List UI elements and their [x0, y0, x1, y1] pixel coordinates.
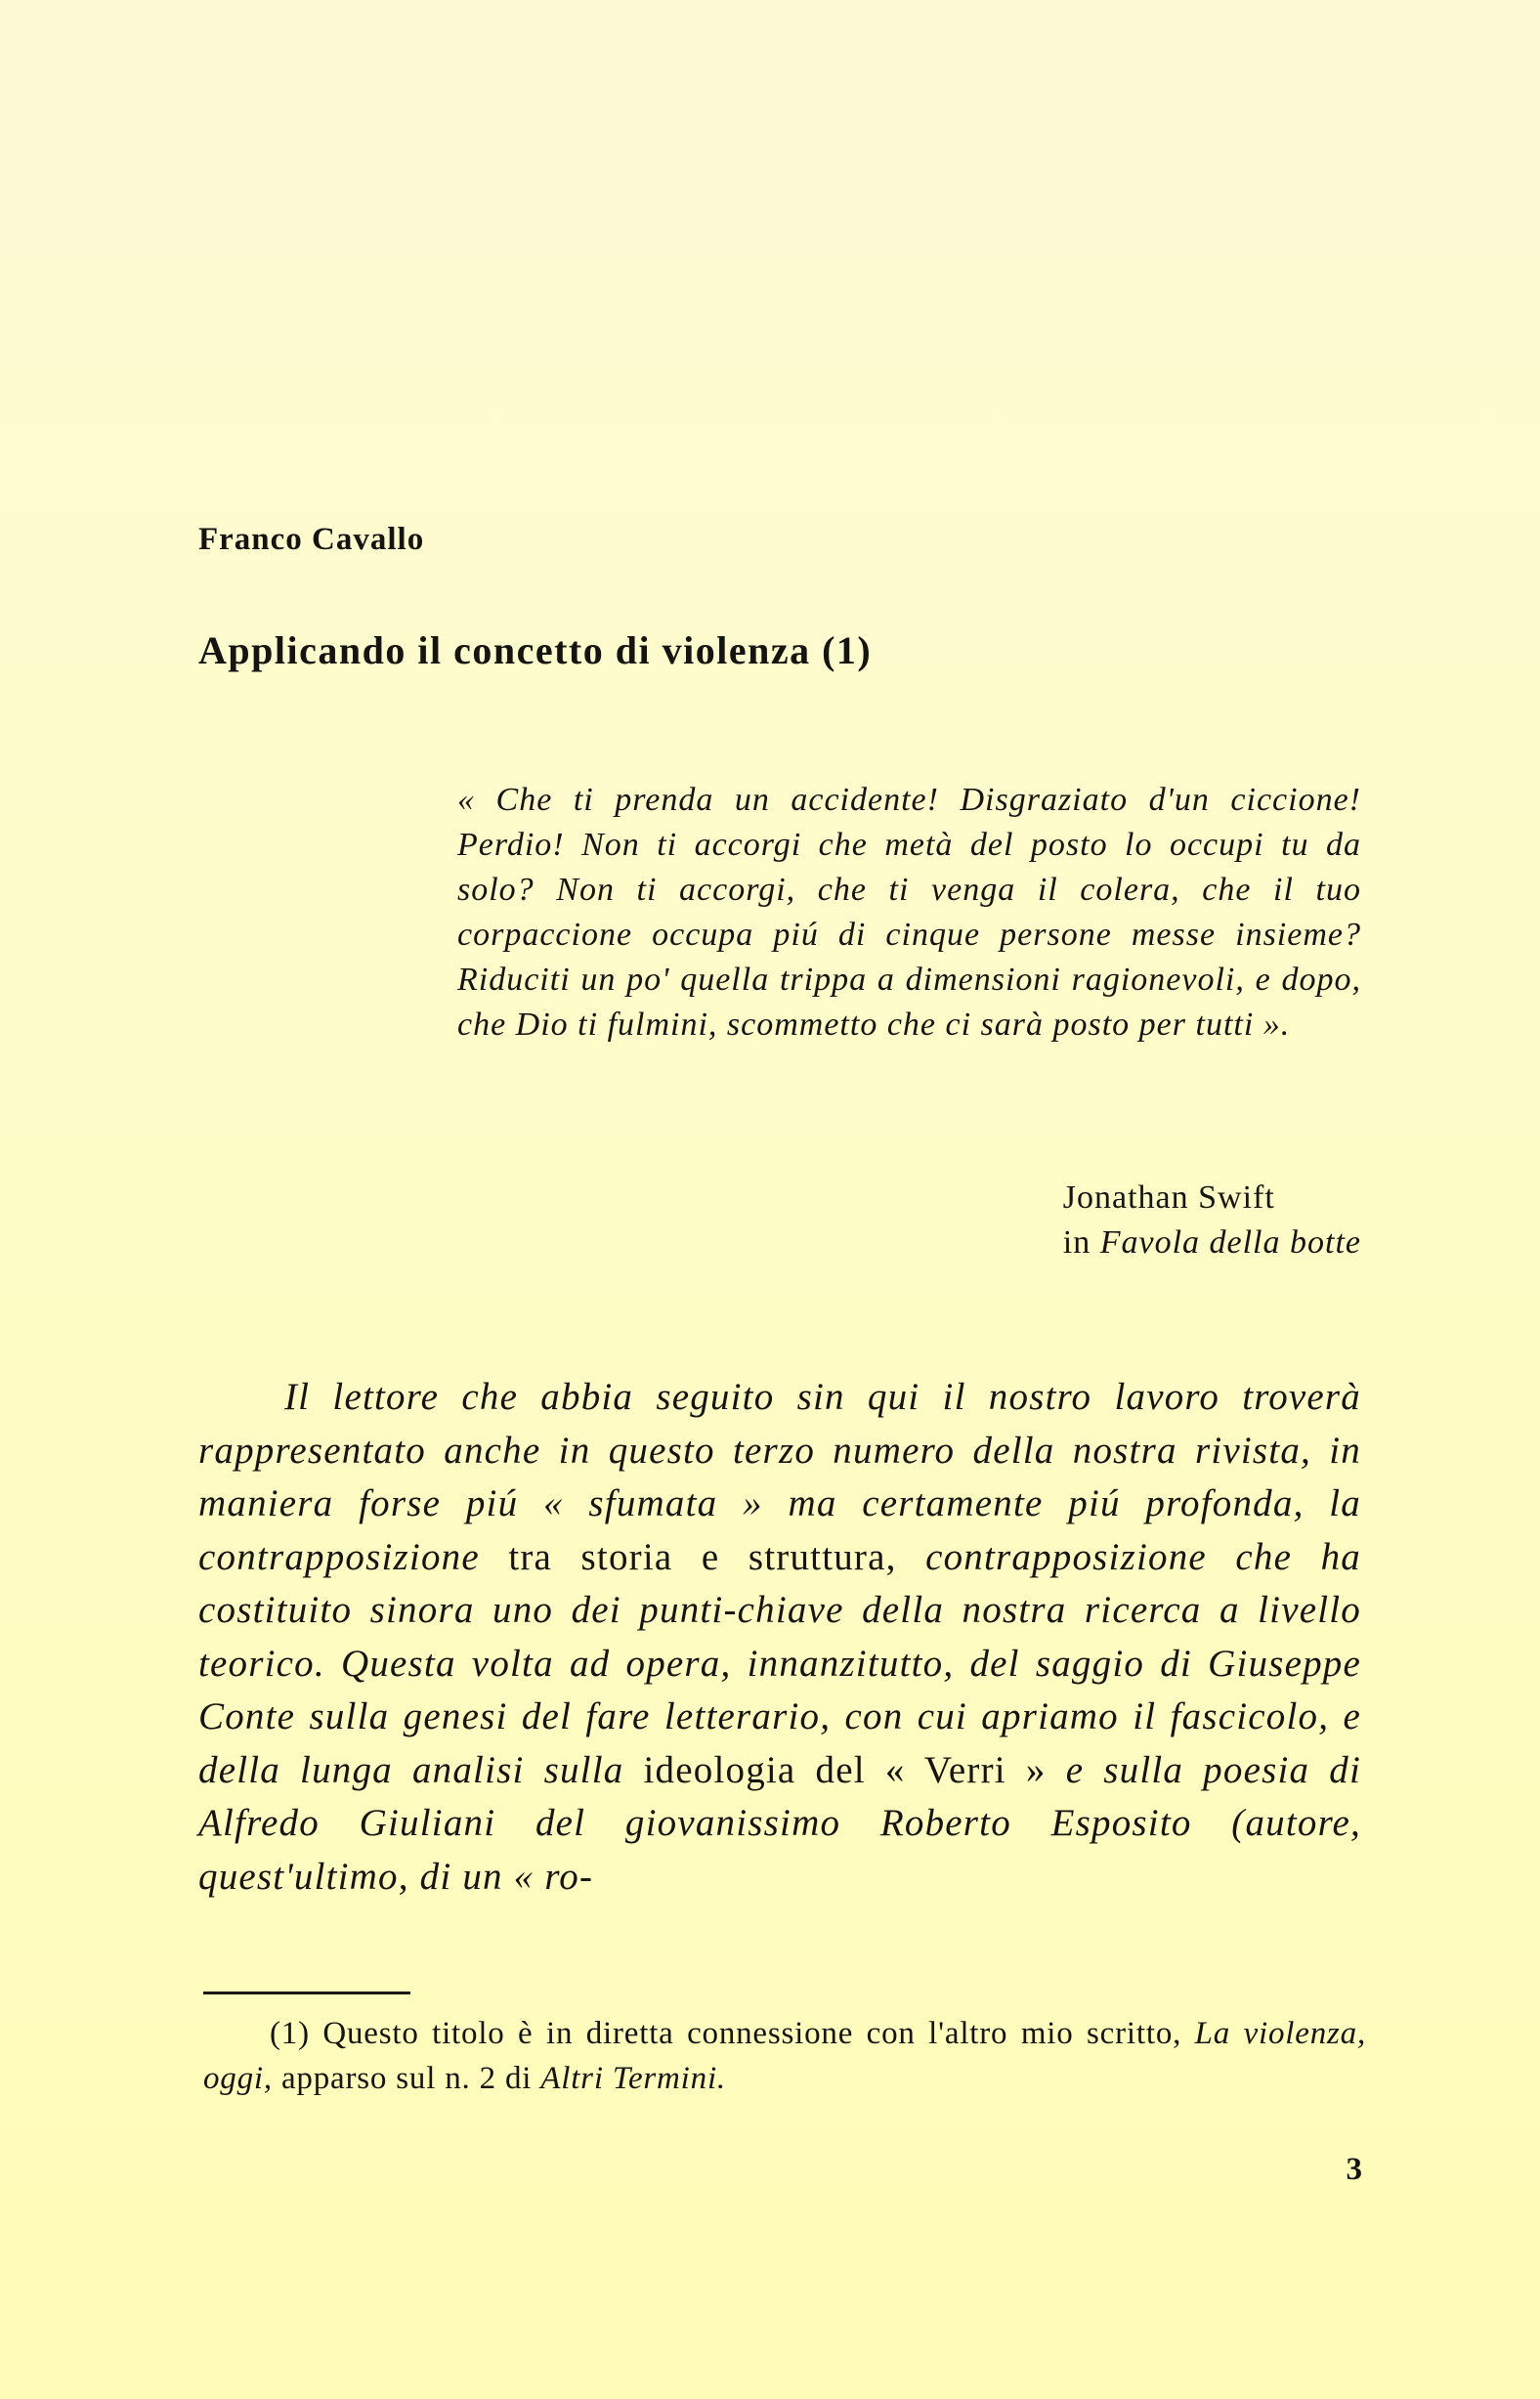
attribution-author: Jonathan Swift: [1062, 1179, 1275, 1216]
footnote-text-b: apparso sul n. 2 di: [272, 2061, 541, 2096]
footnote-italic-a: La violenza, oggi,: [203, 2016, 1366, 2096]
attribution-work: Favola della botte: [1099, 1224, 1361, 1261]
footnote-divider: [203, 1992, 410, 1994]
footnote-italic-b: Altri Termini.: [540, 2061, 726, 2096]
footnote: [203, 2011, 1366, 2101]
body-text-italic-1: Il lettore che abbia seguito sin qui il nostro lavoro troverà rappresentato anche in questo terzo numero della nostra rivista, in maniera forse piú « sfumata » ma certamente piú profonda, la contrapposizione: [198, 1376, 1361, 1578]
page-number: 3: [1346, 2152, 1362, 2187]
epigraph-quote: « Che ti prenda un accidente! Disgraziato d'un ciccione! Perdio! Non ti accorgi che metà del posto lo occupi tu da solo? Non ti accorgi, che ti venga il colera, che il tuo corpaccione occupa piú di cinque persone messe insieme? Riduciti un po' quella trippa a dimensioni ragionevoli, e dopo, che Dio ti fulmini, scommetto che ci sarà posto per tutti ».: [457, 782, 1361, 1043]
author-name: Franco Cavallo: [198, 522, 425, 557]
article-title: Applicando il concetto di violenza (1): [198, 628, 873, 672]
body-text-roman-2: ideologia del « Verri »: [623, 1748, 1066, 1791]
epigraph-attribution: [1063, 1176, 1361, 1265]
body-text-roman-1: tra storia e struttura,: [479, 1535, 926, 1578]
body-paragraph: [198, 1371, 1361, 1904]
body-text-italic-2: contrapposizione che ha costituito sinora uno dei punti-chiave della nostra ricerca a livello teorico. Questa volta ad opera, innanzitutto, del saggio di Giuseppe Conte sulla genesi del fare letterario, con cui apriamo il fascicolo, e della lunga analisi sulla: [198, 1535, 1361, 1791]
attribution-source: [1063, 1221, 1361, 1265]
attribution-prefix: in: [1062, 1224, 1091, 1261]
footnote-text-a: (1) Questo titolo è in diretta connessione con l'altro mio scritto,: [270, 2016, 1195, 2051]
body-text-italic-3: e sulla poesia di Alfredo Giuliani del giovanissimo Roberto Esposito (autore, quest'ultimo, di un « ro-: [198, 1748, 1362, 1898]
